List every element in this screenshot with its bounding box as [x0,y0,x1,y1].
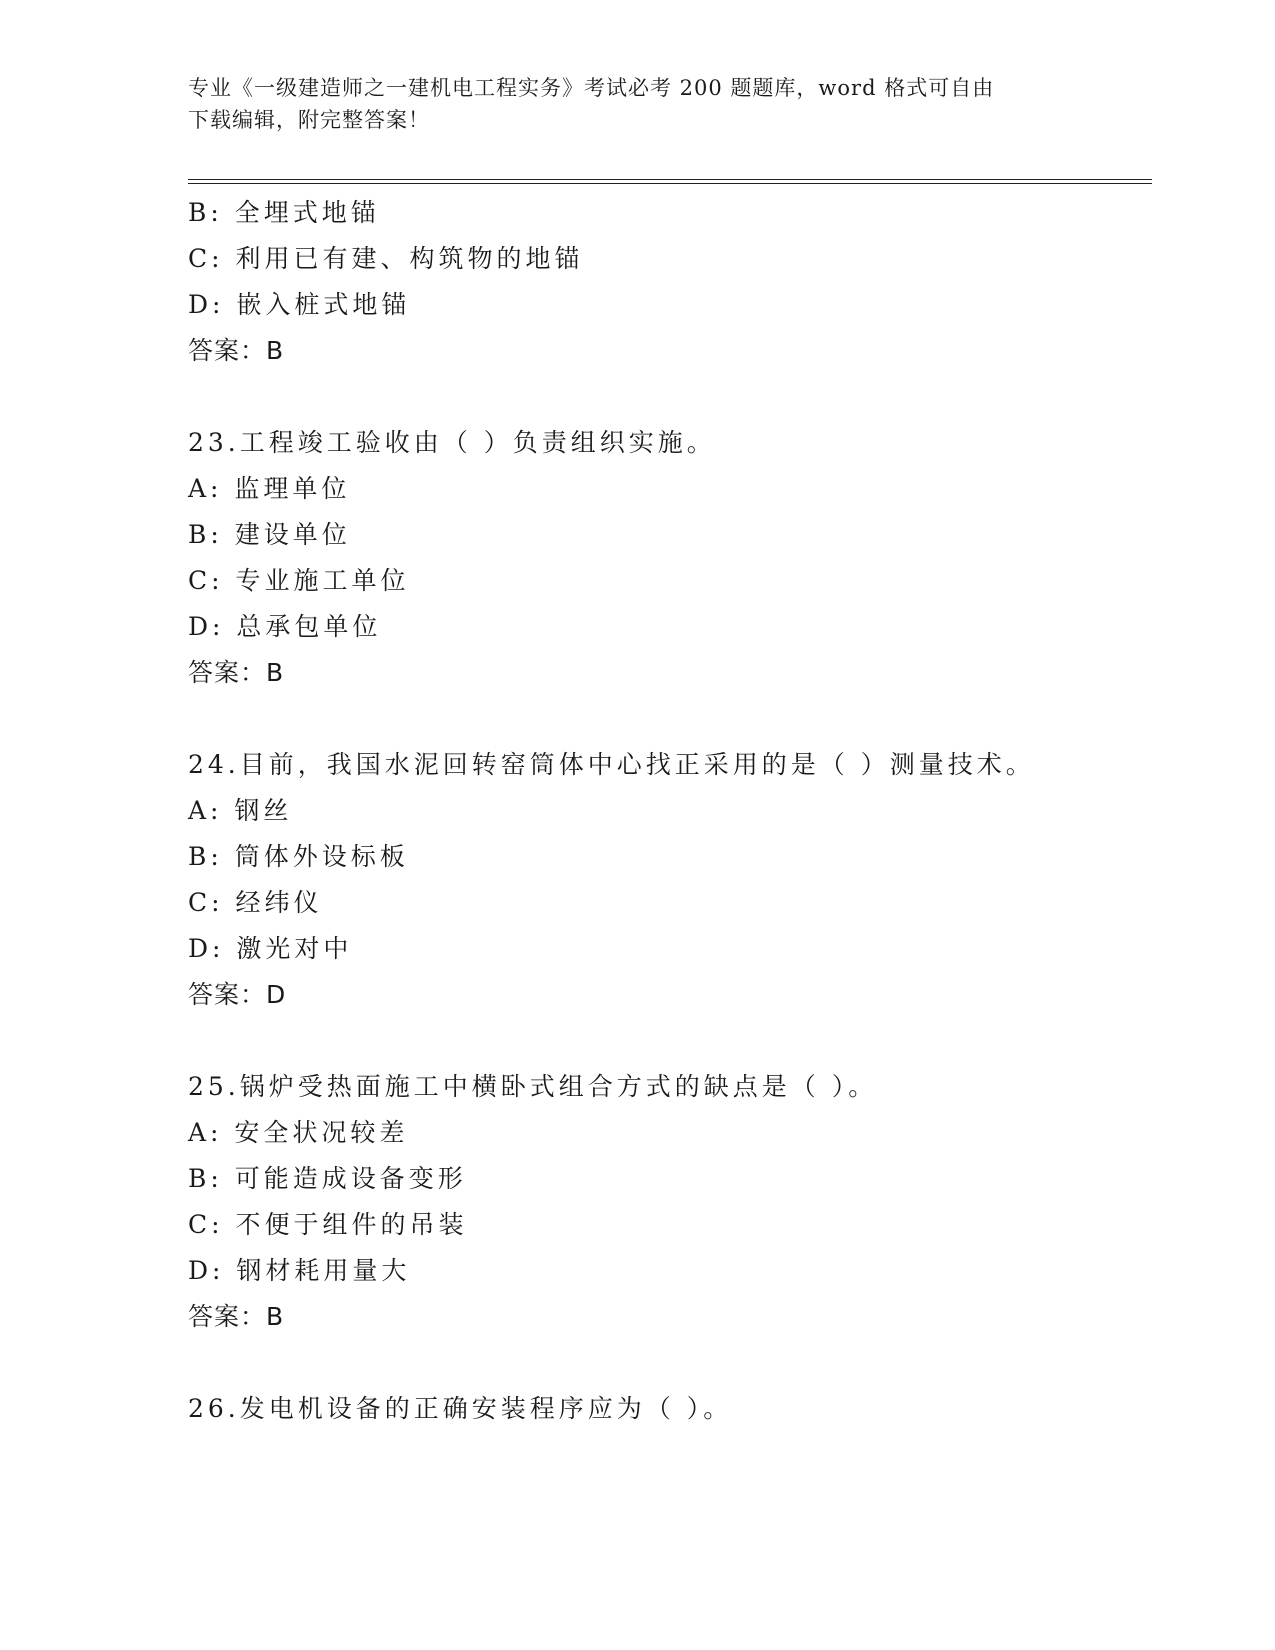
option-d: D: 总承包单位 [188,612,382,641]
header-line-2: 下载编辑，附完整答案！ [188,108,430,132]
answer: 答案：B [188,1302,285,1331]
answer: 答案：D [188,980,287,1009]
option-a: A: 钢丝 [188,796,293,825]
question-23 [188,420,1148,696]
option-c: C: 利用已有建、构筑物的地锚 [188,244,584,273]
option-a: A: 安全状况较差 [188,1118,409,1147]
spacer [188,1340,1148,1386]
question-26 [188,1386,1148,1432]
option-c: C: 专业施工单位 [188,566,410,595]
option-c: C: 不便于组件的吊装 [188,1210,468,1239]
spacer [188,696,1148,742]
option-a: A: 监理单位 [188,474,351,503]
question-stem: 25.锅炉受热面施工中横卧式组合方式的缺点是（ ）。 [188,1072,878,1101]
question-24 [188,742,1148,1018]
option-b: B: 可能造成设备变形 [188,1164,467,1193]
answer: 答案：B [188,336,285,365]
question-22-continued [188,190,1148,374]
option-d: D: 激光对中 [188,934,353,963]
question-25 [188,1064,1148,1340]
document-header [188,72,1088,136]
option-d: D: 钢材耗用量大 [188,1256,411,1285]
header-line-1: 专业《一级建造师之一建机电工程实务》考试必考 200 题题库，word 格式可自由 [188,76,995,100]
question-stem: 26.发电机设备的正确安装程序应为（ ）。 [188,1394,733,1423]
spacer [188,1018,1148,1064]
header-rule-bottom [188,183,1152,184]
option-c: C: 经纬仪 [188,888,323,917]
question-stem: 24.目前，我国水泥回转窑筒体中心找正采用的是（ ）测量技术。 [188,750,1035,779]
question-stem: 23.工程竣工验收由（ ）负责组织实施。 [188,428,716,457]
header-rule-top [188,179,1152,180]
spacer [188,374,1148,420]
answer: 答案：B [188,658,285,687]
question-list [188,190,1148,1432]
option-b: B: 建设单位 [188,520,351,549]
option-d: D: 嵌入桩式地锚 [188,290,411,319]
option-b: B: 筒体外设标板 [188,842,409,871]
option-b: B: 全埋式地锚 [188,198,380,227]
